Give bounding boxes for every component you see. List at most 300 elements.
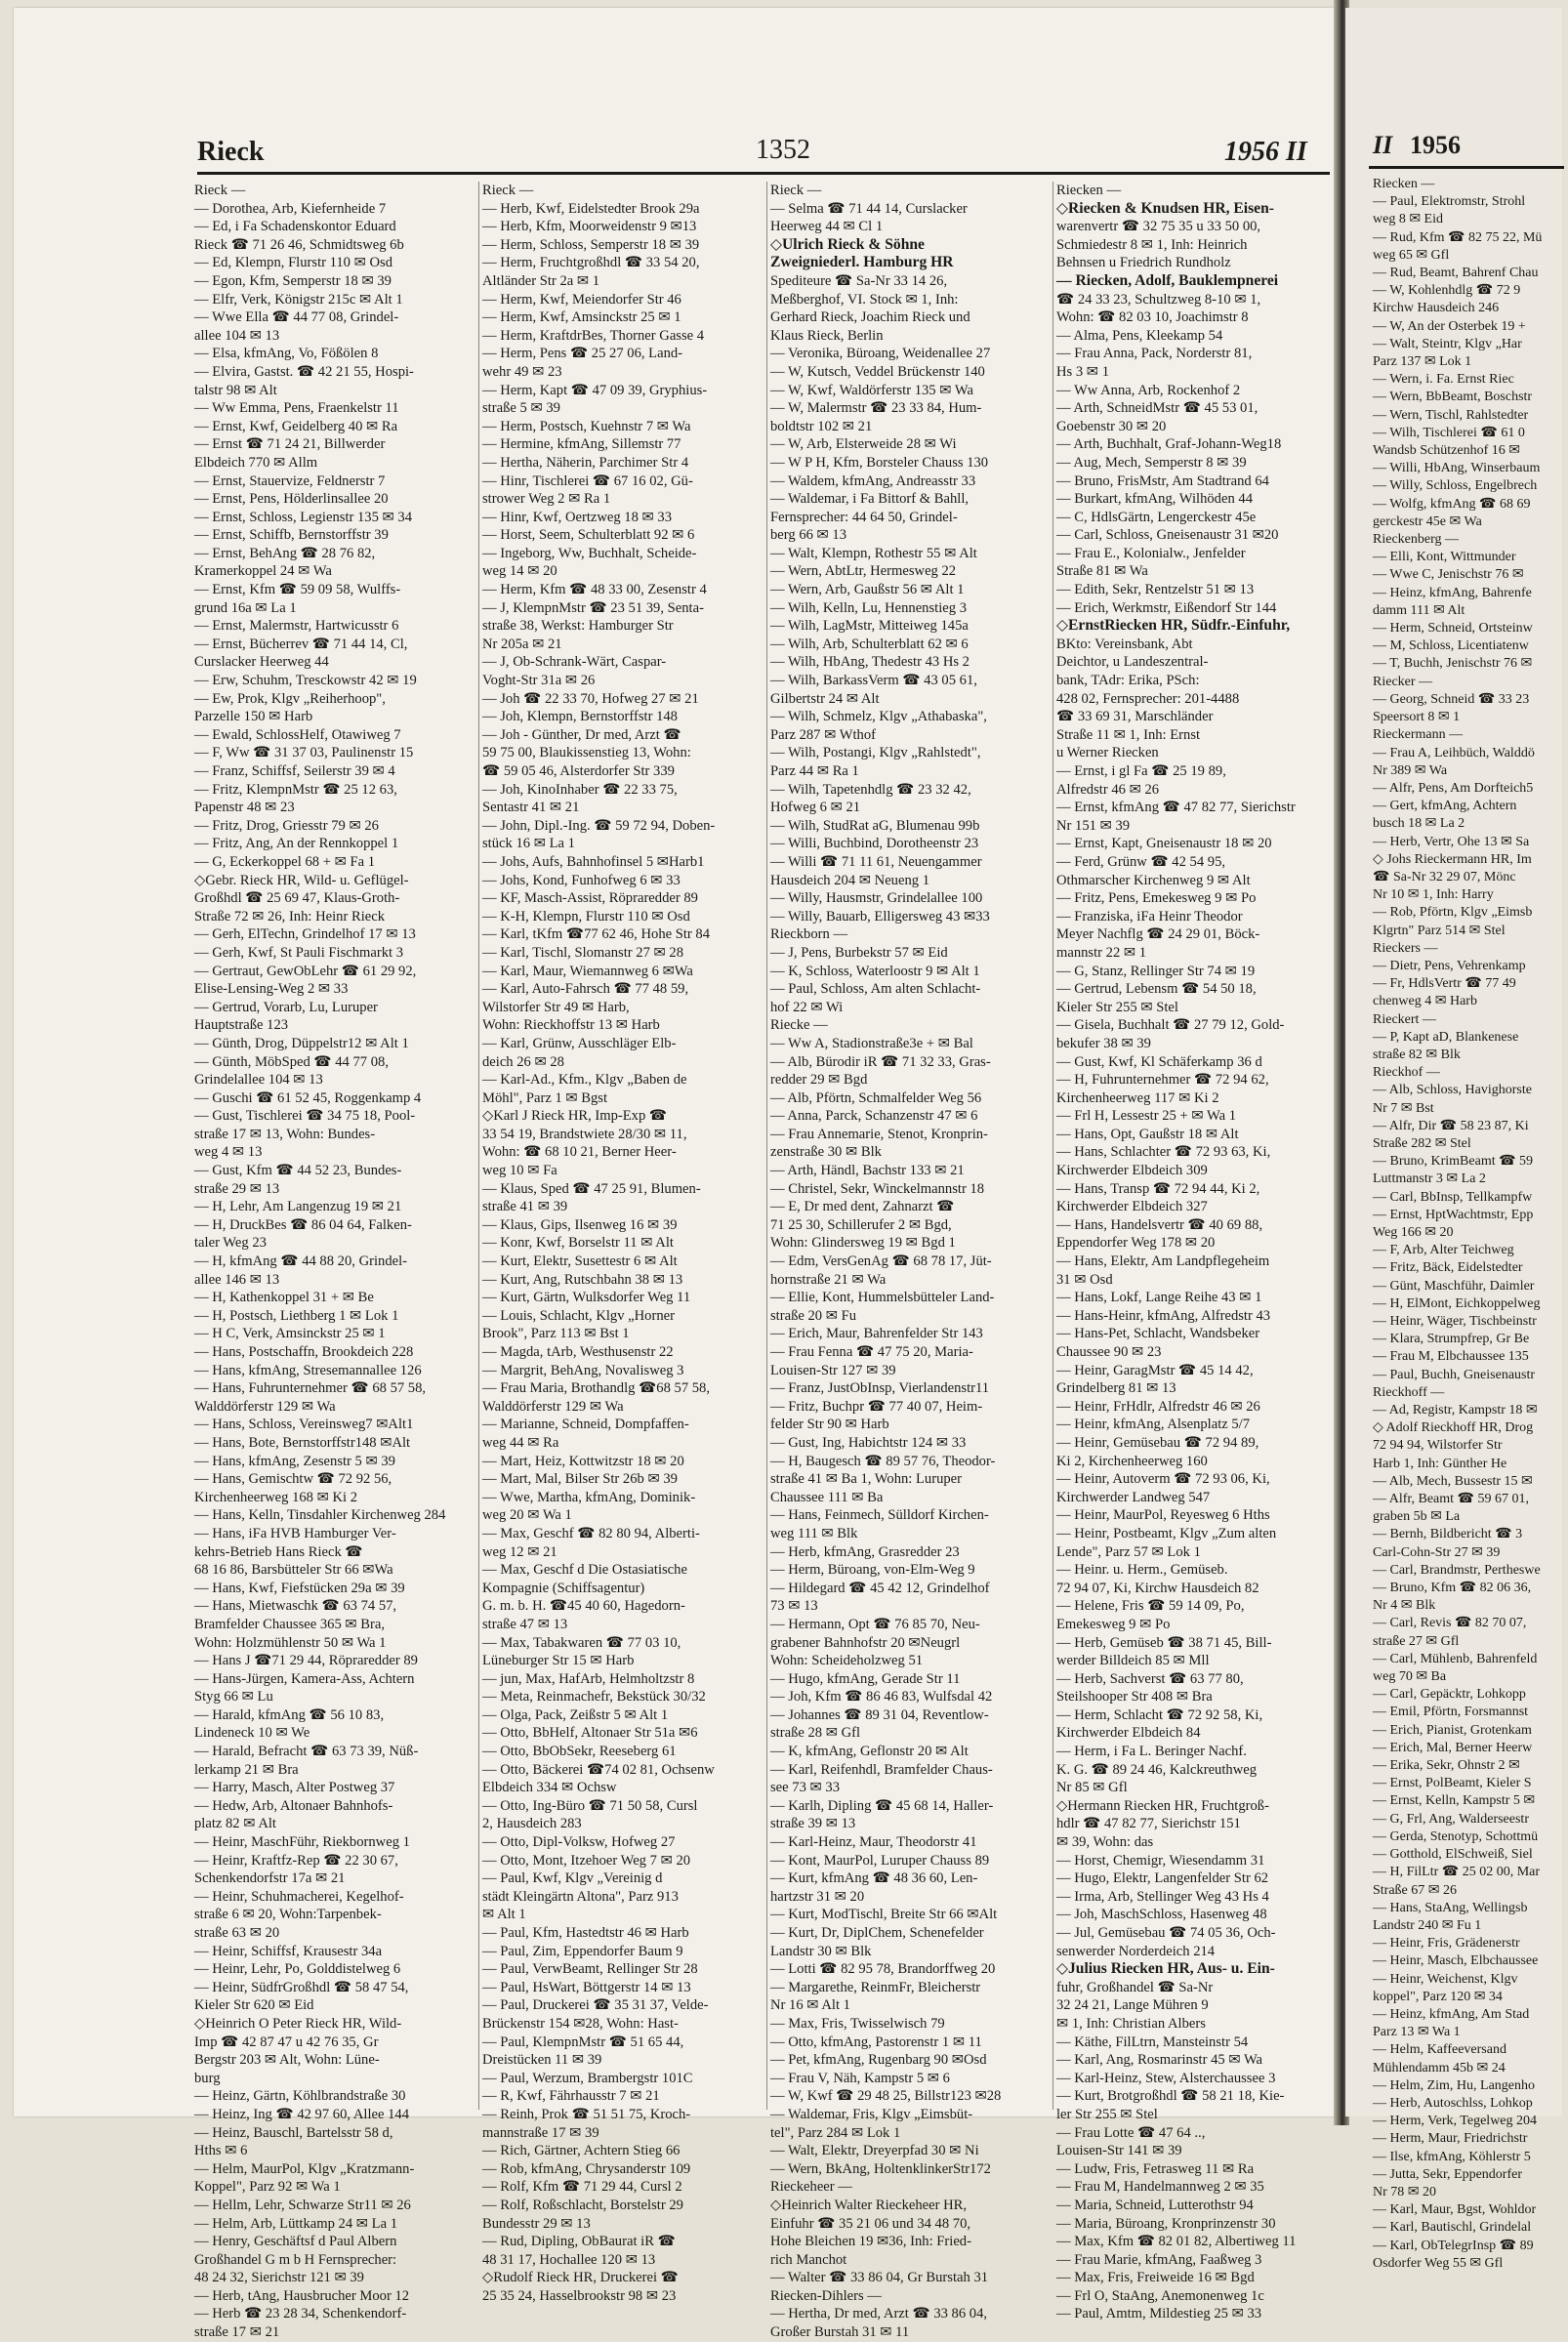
directory-entry: — Anna, Parck, Schanzenstr 47 ✉ 6: [770, 1108, 978, 1125]
directory-entry: — Franz, Schiffsf, Seilerstr 39 ✉ 4: [194, 763, 395, 779]
facing-directory-entry: — Heinz, kfmAng, Am Stad: [1373, 2006, 1530, 2022]
directory-entry: Elbdeich 334 ✉ Ochsw: [482, 1780, 617, 1796]
directory-entry: — Max, Geschf d Die Ostasiatische: [482, 1562, 687, 1579]
directory-entry: 59 75 00, Blaukissenstieg 13, Wohn:: [482, 745, 691, 761]
facing-directory-entry: Parz 13 ✉ Wa 1: [1373, 2025, 1461, 2040]
directory-entry: — Gertrud, Vorarb, Lu, Luruper: [194, 999, 378, 1015]
directory-entry: — Frau M, Handelmannweg 2 ✉ 35: [1056, 2179, 1264, 2196]
directory-entry: straße 41 ✉ 39: [482, 1199, 568, 1215]
facing-directory-entry: — Wern, BbBeamt, Boschstr: [1373, 390, 1533, 405]
facing-header-rule: [1369, 166, 1564, 169]
directory-entry: — Herb, Kwf, Eidelstedter Brook 29a: [482, 200, 700, 217]
directory-entry: — Marianne, Schneid, Dompfaffen-: [482, 1417, 689, 1433]
directory-entry: — Frl O, StaAng, Anemonenweg 1c: [1056, 2287, 1264, 2304]
directory-entry: — Elvira, Gastst. ☎ 42 21 55, Hospi-: [194, 363, 414, 380]
directory-entry: — Wilh, Postangi, Klgv „Rahlstedt",: [770, 745, 981, 761]
directory-entry: ◇ ErnstRiecken HR, Südfr.-Einfuhr,: [1056, 617, 1338, 636]
directory-entry: Goebenstr 30 ✉ 20: [1056, 418, 1167, 434]
directory-entry: — Heinr, GaragMstr ☎ 45 14 42,: [1056, 1362, 1254, 1378]
facing-directory-entry: — Ernst, Kelln, Kampstr 5 ✉: [1373, 1793, 1536, 1809]
directory-entry: Grindelberg 81 ✉ 13: [1056, 1380, 1176, 1397]
directory-entry: — Herm, KraftdrBes, Thorner Gasse 4: [482, 327, 705, 344]
directory-entry: — Guschi ☎ 61 52 45, Roggenkamp 4: [194, 1089, 422, 1106]
directory-entry: Riecke —: [770, 1017, 828, 1034]
directory-entry: — Ww A, Stadionstraße3e + ✉ Bal: [770, 1035, 973, 1051]
directory-entry: — Wwe Ella ☎ 44 77 08, Grindel-: [194, 309, 399, 326]
directory-entry: — Maria, Büroang, Kronprinzenstr 30: [1056, 2215, 1276, 2232]
directory-entry: — K, Schloss, Waterloostr 9 ✉ Alt 1: [770, 963, 980, 979]
directory-entry: — Ed, i Fa Schadenskontor Eduard: [194, 219, 396, 235]
directory-entry: — Rolf, Kfm ☎ 71 29 44, Cursl 2: [482, 2179, 682, 2196]
directory-entry: Hths ✉ 6: [194, 2143, 248, 2159]
directory-entry: weg 12 ✉ 21: [482, 1543, 557, 1560]
facing-directory-entry: — Heinz, kfmAng, Bahrenfe: [1373, 585, 1532, 600]
directory-entry: Rieck —: [194, 183, 246, 198]
directory-entry: — Ferd, Grünw ☎ 42 54 95,: [1056, 853, 1226, 870]
directory-entry: straße 29 ✉ 13: [194, 1180, 280, 1197]
directory-entry: — Arth, Buchhalt, Graf-Johann-Weg18: [1056, 436, 1282, 453]
directory-entry: Chaussee 90 ✉ 23: [1056, 1344, 1162, 1360]
directory-entry: — Wwe, Martha, kfmAng, Dominik-: [482, 1489, 696, 1505]
facing-directory-entry: — Heinr, Fris, Grädenerstr: [1373, 1936, 1520, 1952]
directory-entry: — Frl H, Lessestr 25 + ✉ Wa 1: [1056, 1108, 1236, 1125]
directory-entry: Walddörferstr 129 ✉ Wa: [482, 1398, 624, 1415]
directory-entry: — Maria, Schneid, Lutterothstr 94: [1056, 2197, 1254, 2213]
column-4: [1056, 182, 1338, 2322]
directory-entry: — Wilh, StudRat aG, Blumenau 99b: [770, 817, 980, 834]
directory-entry: K. G. ☎ 89 24 46, Kalckreuthweg: [1056, 1761, 1258, 1778]
directory-entry: warenvertr ☎ 32 75 35 u 33 50 00,: [1056, 219, 1261, 235]
directory-entry: Gerhard Rieck, Joachim Rieck und: [770, 309, 970, 326]
directory-entry: weg 4 ✉ 13: [194, 1144, 263, 1161]
directory-entry: Parz 287 ✉ Wthof: [770, 726, 877, 743]
facing-directory-entry: — Walt, Steintr, Klgv „Har: [1373, 336, 1522, 351]
directory-entry: Hausdeich 204 ✉ Neueng 1: [770, 872, 929, 888]
directory-entry: wehr 49 ✉ 23: [482, 363, 562, 380]
facing-directory-entry: straße 27 ✉ Gfl: [1373, 1633, 1460, 1649]
directory-entry: — Magda, tArb, Westhusenstr 22: [482, 1344, 674, 1360]
facing-directory-entry: — Rob, Pförtn, Klgv „Eimsb: [1373, 905, 1533, 921]
directory-entry: Großhandel G m b H Fernsprecher:: [194, 2251, 397, 2268]
facing-directory-entry: Nr 4 ✉ Blk: [1373, 1598, 1436, 1614]
directory-entry: burg: [194, 2070, 221, 2086]
directory-entry: Steilshooper Str 408 ✉ Bra: [1056, 1689, 1213, 1705]
directory-entry: Lindeneck 10 ✉ We: [194, 1725, 310, 1742]
facing-directory-entry: — Carl, Revis ☎ 82 70 07,: [1373, 1616, 1527, 1631]
directory-entry: — H, kfmAng ☎ 44 88 20, Grindel-: [194, 1253, 408, 1270]
directory-entry: — Heinr, Lehr, Po, Golddistelweg 6: [194, 1961, 401, 1978]
directory-entry: — Max, Tabakwaren ☎ 77 03 10,: [482, 1634, 681, 1651]
directory-entry: hof 22 ✉ Wi: [770, 999, 844, 1015]
directory-entry: — Rob, kfmAng, Chrysanderstr 109: [482, 2160, 691, 2177]
directory-entry: — Erich, Werkmstr, Eißendorf Str 144: [1056, 599, 1277, 616]
directory-entry: — J, Ob-Schrank-Wärt, Caspar-: [482, 654, 667, 671]
directory-entry: 25 35 24, Hasselbrookstr 98 ✉ 23: [482, 2287, 677, 2304]
facing-directory-entry: Klgrtn" Parz 514 ✉ Stel: [1373, 923, 1506, 938]
directory-entry: — Fritz, Pens, Emekesweg 9 ✉ Po: [1056, 890, 1257, 907]
directory-entry: — Gust, Kwf, Kl Schäferkamp 36 d: [1056, 1053, 1262, 1070]
directory-entry: — Hans, Transp ☎ 72 94 44, Ki 2,: [1056, 1180, 1260, 1197]
directory-entry: — Ingeborg, Ww, Buchhalt, Scheide-: [482, 545, 697, 561]
directory-entry: — Hans, Elektr, Am Landpflegeheim: [1056, 1253, 1270, 1270]
directory-entry: — Karlh, Dipling ☎ 45 68 14, Haller-: [770, 1797, 994, 1814]
directory-entry: — Ernst, BehAng ☎ 28 76 82,: [194, 545, 376, 561]
directory-entry: straße 38, Werkst: Hamburger Str: [482, 618, 674, 635]
directory-entry: kehrs-Betrieb Hans Rieck ☎: [194, 1543, 363, 1560]
directory-entry: — Ernst, Schloss, Legienstr 135 ✉ 34: [194, 509, 413, 525]
directory-entry: — Hans, Schloss, Vereinsweg7 ✉Alt1: [194, 1417, 414, 1433]
facing-directory-entry: — F, Arb, Alter Teichweg: [1373, 1243, 1514, 1258]
directory-entry: bekufer 38 ✉ 39: [1056, 1035, 1151, 1051]
directory-entry: — Paul, KlempnMstr ☎ 51 65 44,: [482, 2034, 684, 2050]
directory-entry: — Edm, VersGenAg ☎ 68 78 17, Jüt-: [770, 1253, 992, 1270]
directory-entry: — Alma, Pens, Kleekamp 54: [1056, 327, 1223, 344]
directory-entry: — Karl, Maur, Wiemannweg 6 ✉Wa: [482, 963, 693, 979]
directory-entry: — Kurt, Brotgroßhdl ☎ 58 21 18, Kie-: [1056, 2088, 1285, 2105]
directory-entry: — Otto, Dipl-Volksw, Hofweg 27: [482, 1834, 676, 1851]
facing-directory-entry: — Gerda, Stenotyp, Schottmü: [1373, 1828, 1539, 1844]
directory-entry: Rieck ☎ 71 26 46, Schmidtsweg 6b: [194, 236, 404, 253]
directory-entry: — Hermann, Opt ☎ 76 85 70, Neu-: [770, 1616, 980, 1632]
directory-entry: — Franz, JustObInsp, Vierlandenstr11: [770, 1380, 990, 1397]
facing-directory-entry: — Gotthold, ElSchweiß, Siel: [1373, 1847, 1533, 1863]
facing-directory-entry: Landstr 240 ✉ Fu 1: [1373, 1917, 1482, 1933]
directory-entry: — Waldem, kfmAng, Andreasstr 33: [770, 473, 976, 489]
directory-entry: — Egon, Kfm, Semperstr 18 ✉ 39: [194, 272, 392, 289]
directory-entry: — Kurt, Dr, DiplChem, Schenefelder: [770, 1925, 984, 1941]
directory-entry: — Karl, Auto-Fahrsch ☎ 77 48 59,: [482, 981, 689, 998]
directory-entry: straße 6 ✉ 20, Wohn:Tarpenbek-: [194, 1907, 382, 1923]
facing-directory-entry: — Wolfg, kfmAng ☎ 68 69: [1373, 496, 1531, 512]
facing-directory-entry: — Paul, Buchh, Gneisenaustr: [1373, 1367, 1536, 1382]
directory-entry: — Frau V, Näh, Kampstr 5 ✉ 6: [770, 2070, 950, 2086]
directory-entry: — Herb, Gemüseb ☎ 38 71 45, Bill-: [1056, 1634, 1272, 1651]
directory-entry: — Ww Emma, Pens, Fraenkelstr 11: [194, 400, 399, 417]
page-header-name: Rieck: [197, 137, 265, 167]
directory-entry: Hofweg 6 ✉ 21: [770, 800, 861, 816]
directory-entry: — Elfr, Verk, Königstr 215c ✉ Alt 1: [194, 291, 403, 308]
facing-directory-entry: — Alfr, Dir ☎ 58 23 87, Ki: [1373, 1118, 1529, 1133]
directory-entry: senwerder Norderdeich 214: [1056, 1943, 1216, 1959]
directory-entry: — Harald, kfmAng ☎ 56 10 83,: [194, 1706, 385, 1723]
directory-entry: taler Weg 23: [194, 1235, 267, 1252]
directory-entry: Meßberghof, VI. Stock ✉ 1, Inh:: [770, 291, 959, 308]
directory-entry: — Gerh, Kwf, St Pauli Fischmarkt 3: [194, 944, 404, 961]
directory-entry: — Herb, kfmAng, Grasredder 23: [770, 1543, 960, 1560]
facing-directory-entry: — Ernst, PolBeamt, Kieler S: [1373, 1776, 1532, 1791]
facing-directory-entry: Rieckenberg —: [1373, 532, 1459, 548]
directory-entry: see 73 ✉ 33: [770, 1780, 840, 1796]
directory-entry: — W, Malermstr ☎ 23 33 84, Hum-: [770, 400, 982, 417]
directory-entry: — Fritz, Drog, Griesstr 79 ✉ 26: [194, 817, 379, 834]
directory-entry: — Kurt, Gärtn, Wulksdorfer Weg 11: [482, 1290, 691, 1306]
directory-entry: — Heinz, Bauschl, Bartelsstr 58 d,: [194, 2124, 393, 2141]
directory-entry: — Heinr, Autoverm ☎ 72 93 06, Ki,: [1056, 1471, 1270, 1488]
directory-entry: — Karl-Heinz, Maur, Theodorstr 41: [770, 1834, 977, 1851]
directory-entry: — Paul, Amtm, Mildestieg 25 ✉ 33: [1056, 2306, 1262, 2322]
directory-entry: — Karl, tKfm ☎77 62 46, Hohe Str 84: [482, 926, 711, 943]
directory-entry: Brook", Parz 113 ✉ Bst 1: [482, 1326, 630, 1342]
facing-directory-entry: — Heinr, Weichenst, Klgv: [1373, 1971, 1518, 1987]
directory-entry: Straße 81 ✉ Wa: [1056, 563, 1148, 580]
directory-entry: — Willy, Hausmstr, Grindelallee 100: [770, 890, 983, 907]
facing-directory-entry: ◇ Adolf Rieckhoff HR, Drog: [1373, 1420, 1534, 1436]
directory-entry: — Günth, MöbSped ☎ 44 77 08,: [194, 1053, 389, 1070]
directory-entry: — Wilh, Kelln, Lu, Hennenstieg 3: [770, 599, 967, 616]
directory-entry: Deichtor, u Landeszentral-: [1056, 654, 1209, 671]
directory-entry: — Hans, Lokf, Lange Reihe 43 ✉ 1: [1056, 1290, 1262, 1306]
facing-directory-entry: — Hans, StaAng, Wellingsb: [1373, 1900, 1528, 1915]
facing-directory-entry: — Elli, Kont, Wittmunder: [1373, 550, 1516, 565]
directory-entry: Schenkendorfstr 17a ✉ 21: [194, 1870, 346, 1887]
directory-entry: — Helm, Arb, Lüttkamp 24 ✉ La 1: [194, 2215, 397, 2232]
directory-entry: — Hans, Handelsvertr ☎ 40 69 88,: [1056, 1216, 1263, 1233]
directory-entry: — Mart, Mal, Bilser Str 26b ✉ 39: [482, 1471, 678, 1488]
directory-entry: — G, Stanz, Rellinger Str 74 ✉ 19: [1056, 963, 1256, 979]
directory-entry: — Veronika, Büroang, Weidenallee 27: [770, 346, 991, 362]
directory-entry: Kieler Str 255 ✉ Stel: [1056, 999, 1178, 1015]
facing-directory-entry: — Herm, Schneid, Ortsteinw: [1373, 621, 1533, 637]
directory-entry: u Werner Riecken: [1056, 745, 1159, 761]
directory-entry: — Ww Anna, Arb, Rockenhof 2: [1056, 382, 1241, 398]
directory-entry: boldtstr 102 ✉ 21: [770, 418, 873, 434]
directory-entry: stück 16 ✉ La 1: [482, 836, 575, 852]
directory-entry: Hohe Bleichen 19 ✉36, Inh: Fried-: [770, 2234, 971, 2250]
directory-entry: — Hans-Pet, Schlacht, Wandsbeker: [1056, 1326, 1260, 1342]
directory-entry: Gilbertstr 24 ✉ Alt: [770, 690, 880, 707]
directory-entry: — Gertraut, GewObLehr ☎ 61 29 92,: [194, 963, 417, 979]
directory-entry: — Otto, kfmAng, Pastorenstr 1 ✉ 11: [770, 2034, 982, 2050]
facing-directory-entry: Rieckhoff —: [1373, 1384, 1445, 1400]
directory-entry: strower Weg 2 ✉ Ra 1: [482, 491, 611, 508]
directory-entry: — Heinr, MaurPol, Reyesweg 6 Hths: [1056, 1507, 1270, 1524]
directory-entry: Papenstr 48 ✉ 23: [194, 800, 295, 816]
directory-page: [14, 8, 1338, 2341]
directory-entry: — Ernst, Stauervize, Feldnerstr 7: [194, 473, 386, 489]
facing-directory-entry: — Herm, Verk, Tegelweg 204: [1373, 2114, 1538, 2129]
directory-entry: — Arth, Händl, Bachstr 133 ✉ 21: [770, 1163, 965, 1179]
directory-entry: weg 111 ✉ Blk: [770, 1525, 858, 1541]
directory-entry: Kieler Str 620 ✉ Eid: [194, 1997, 314, 2014]
directory-entry: — Margarethe, ReinmFr, Bleicherstr: [770, 1979, 981, 1995]
directory-entry: — Carl, Schloss, Gneisenaustr 31 ✉20: [1056, 527, 1279, 544]
directory-entry: — Franziska, iFa Heinr Theodor: [1056, 908, 1243, 924]
facing-directory-entry: — Wilh, Tischlerei ☎ 61 0: [1373, 425, 1525, 440]
directory-entry: — Helene, Fris ☎ 59 14 09, Po,: [1056, 1598, 1245, 1615]
facing-directory-entry: — Georg, Schneid ☎ 33 23: [1373, 691, 1530, 707]
directory-entry: — Heinr, MaschFühr, Riekbornweg 1: [194, 1834, 410, 1851]
directory-entry: — Jul, Gemüsebau ☎ 74 05 36, Och-: [1056, 1925, 1276, 1941]
directory-entry: fuhr, Großhandel ☎ Sa-Nr: [1056, 1979, 1214, 1995]
directory-entry: — jun, Max, HafArb, Helmholtzstr 8: [482, 1670, 695, 1687]
facing-directory-entry: — Fr, HdlsVertr ☎ 77 49: [1373, 976, 1516, 992]
directory-entry: Großhdl ☎ 25 69 47, Klaus-Groth-: [194, 890, 400, 907]
directory-entry: Emekesweg 9 ✉ Po: [1056, 1616, 1171, 1632]
directory-entry: — Herm, Kfm ☎ 48 33 00, Zesenstr 4: [482, 582, 707, 598]
directory-entry: — Waldemar, Fris, Klgv „Eimsbüt-: [770, 2106, 973, 2122]
directory-entry: — Herm, Kwf, Amsinckstr 25 ✉ 1: [482, 309, 681, 326]
column-2: [482, 182, 763, 2304]
facing-directory-entry: — Herb, Autoschlss, Lohkop: [1373, 2095, 1533, 2111]
directory-entry: ☎ 33 69 31, Marschländer: [1056, 709, 1214, 725]
directory-entry: — Hans-Jürgen, Kamera-Ass, Achtern: [194, 1670, 415, 1687]
directory-entry: — Otto, BbHelf, Altonaer Str 51a ✉6: [482, 1725, 698, 1742]
directory-entry: — Otto, Mont, Itzehoer Weg 7 ✉ 20: [482, 1852, 691, 1869]
facing-directory-entry: — T, Buchh, Jenischstr 76 ✉: [1373, 656, 1533, 672]
directory-entry: Nr 85 ✉ Gfl: [1056, 1780, 1128, 1796]
directory-entry: — Heinr, Schuhmacherei, Kegelhof-: [194, 1888, 404, 1905]
directory-entry: felder Str 90 ✉ Harb: [770, 1417, 889, 1433]
directory-entry: Behnsen u Friedrich Rundholz: [1056, 255, 1231, 271]
directory-entry: — Hertha, Dr med, Arzt ☎ 33 86 04,: [770, 2306, 988, 2322]
directory-entry: — Rich, Gärtner, Achtern Stieg 66: [482, 2143, 681, 2159]
directory-entry: 73 ✉ 13: [770, 1598, 818, 1615]
column-divider: [1052, 182, 1053, 2110]
directory-entry: — Hellm, Lehr, Schwarze Str11 ✉ 26: [194, 2197, 411, 2213]
directory-entry: Riecken —: [1056, 183, 1122, 198]
directory-entry: — Hermine, kfmAng, Sillemstr 77: [482, 436, 681, 453]
directory-entry: — Waldemar, i Fa Bittorf & Bahll,: [770, 491, 970, 508]
directory-entry: ✉ 39, Wohn: das: [1056, 1834, 1154, 1851]
directory-entry: weg 10 ✉ Fa: [482, 1163, 557, 1179]
directory-entry: — Heinz, Gärtn, Köhlbrandstraße 30: [194, 2088, 406, 2105]
directory-entry: — Otto, Bäckerei ☎74 02 81, Ochsenw: [482, 1761, 715, 1778]
directory-entry: deich 26 ✉ 28: [482, 1053, 564, 1070]
directory-entry: Imp ☎ 42 87 47 u 42 76 35, Gr: [194, 2034, 379, 2050]
facing-directory-entry: — Carl, Brandmstr, Pertheswe: [1373, 1562, 1541, 1578]
directory-entry: — Dorothea, Arb, Kiefernheide 7: [194, 200, 387, 217]
directory-entry: — Max, Geschf ☎ 82 80 94, Alberti-: [482, 1525, 700, 1541]
directory-entry: — Hans J ☎71 29 44, Röpraredder 89: [194, 1653, 418, 1669]
directory-entry: Einfuhr ☎ 35 21 06 und 34 48 70,: [770, 2215, 971, 2232]
directory-entry: straße 5 ✉ 39: [482, 400, 560, 417]
facing-directory-entry: Riecker —: [1373, 674, 1433, 689]
directory-entry: — H, Postsch, Liethberg 1 ✉ Lok 1: [194, 1307, 399, 1324]
directory-entry: Lüneburger Str 15 ✉ Harb: [482, 1653, 635, 1669]
directory-entry: — Harald, Befracht ☎ 63 73 39, Nüß-: [194, 1744, 419, 1760]
directory-entry: ◇ Gebr. Rieck HR, Wild- u. Geflügel-: [194, 872, 475, 890]
directory-entry: — Rolf, Roßschlacht, Borstelstr 29: [482, 2197, 683, 2213]
facing-directory-entry: gerckestr 45e ✉ Wa: [1373, 514, 1482, 529]
directory-entry: Wohn: Rieckhoffstr 13 ✉ Harb: [482, 1017, 660, 1034]
directory-entry: — Ernst, Pens, Hölderlinsallee 20: [194, 491, 389, 508]
directory-entry: — Willi ☎ 71 11 61, Neuengammer: [770, 853, 982, 870]
directory-entry: — Frau Maria, Brothandlg ☎68 57 58,: [482, 1380, 711, 1397]
directory-entry: — Ludw, Fris, Fetrasweg 11 ✉ Ra: [1056, 2160, 1255, 2177]
directory-entry: — Aug, Mech, Semperstr 8 ✉ 39: [1056, 454, 1247, 471]
directory-entry: Louisen-Str 141 ✉ 39: [1056, 2143, 1182, 2159]
directory-entry: — Karl, Reifenhdl, Bramfelder Chaus-: [770, 1761, 993, 1778]
facing-directory-entry: — Heinr, Wäger, Tischbeinstr: [1373, 1314, 1537, 1329]
directory-entry: — Meta, Reinmachefr, Bekstück 30/32: [482, 1689, 706, 1705]
directory-entry: Bundesstr 29 ✉ 13: [482, 2215, 591, 2232]
facing-directory-entry: — Carl, Gepäcktr, Lohkopp: [1373, 1687, 1526, 1703]
directory-entry: — Arth, SchneidMstr ☎ 45 53 01,: [1056, 400, 1259, 417]
page-number: 1352: [756, 135, 810, 165]
directory-entry: — Kurt, Ang, Rutschbahn 38 ✉ 13: [482, 1271, 683, 1288]
facing-directory-entry: — Alfr, Pens, Am Dorfteich5: [1373, 780, 1534, 796]
directory-entry: straße 47 ✉ 13: [482, 1616, 568, 1632]
directory-entry: — C, HdlsGärtn, Lengerckestr 45e: [1056, 509, 1257, 525]
facing-directory-entry: — Erika, Sekr, Ohnstr 2 ✉: [1373, 1758, 1520, 1774]
directory-entry: 72 94 07, Ki, Kirchw Hausdeich 82: [1056, 1580, 1259, 1596]
directory-entry: 428 02, Fernsprecher: 201-4488: [1056, 690, 1240, 707]
directory-entry: Hauptstraße 123: [194, 1017, 289, 1034]
directory-entry: Rieck —: [770, 183, 822, 198]
directory-entry: — J, KlempnMstr ☎ 23 51 39, Senta-: [482, 599, 704, 616]
facing-directory-entry: Wandsb Schützenhof 16 ✉: [1373, 443, 1520, 459]
directory-entry: werder Billdeich 85 ✉ Mll: [1056, 1653, 1210, 1669]
directory-entry: — Gerh, ElTechn, Grindelhof 17 ✉ 13: [194, 926, 416, 943]
facing-directory-entry: — Rud, Kfm ☎ 82 75 22, Mü: [1373, 229, 1543, 245]
directory-entry: — Joh, KinoInhaber ☎ 22 33 75,: [482, 781, 678, 798]
directory-entry: — Klaus, Sped ☎ 47 25 91, Blumen-: [482, 1180, 701, 1197]
facing-directory-entry: — Wwe C, Jenischstr 76 ✉: [1373, 567, 1524, 583]
directory-entry: Hs 3 ✉ 1: [1056, 363, 1109, 380]
directory-entry: straße 28 ✉ Gfl: [770, 1725, 861, 1742]
directory-entry: Bergstr 203 ✉ Alt, Wohn: Lüne-: [194, 2052, 380, 2069]
directory-entry: Sentastr 41 ✉ 21: [482, 800, 580, 816]
directory-entry: — G, Eckerkoppel 68 + ✉ Fa 1: [194, 853, 376, 870]
directory-entry: — Herb, tAng, Hausbrucher Moor 12: [194, 2287, 410, 2304]
directory-entry: — Ernst, Kfm ☎ 59 09 58, Wulffs-: [194, 582, 401, 598]
facing-directory-entry: koppel", Parz 120 ✉ 34: [1373, 1989, 1503, 2004]
directory-entry: Kirchenheerweg 117 ✉ Ki 2: [1056, 1089, 1219, 1106]
directory-entry: — Hans, Schlachter ☎ 72 93 63, Ki,: [1056, 1144, 1271, 1161]
directory-entry: — Hans, Mietwaschk ☎ 63 74 57,: [194, 1598, 397, 1615]
directory-entry: — Fritz, KlempnMstr ☎ 25 12 63,: [194, 781, 397, 798]
facing-directory-entry: — Klara, Strumpfrep, Gr Be: [1373, 1332, 1530, 1347]
directory-entry: — Paul, Werzum, Brambergstr 101C: [482, 2070, 693, 2086]
directory-entry: — Walt, Elektr, Dreyerpfad 30 ✉ Ni: [770, 2143, 979, 2159]
facing-directory-entry: — Bernh, Bildbericht ☎ 3: [1373, 1527, 1523, 1542]
directory-entry: — Ernst ☎ 71 24 21, Billwerder: [194, 436, 386, 453]
directory-entry: ☎ 24 33 23, Schultzweg 8-10 ✉ 1,: [1056, 291, 1261, 308]
directory-entry: — Christel, Sekr, Winckelmannstr 18: [770, 1180, 985, 1197]
facing-directory-entry: — Bruno, KrimBeamt ☎ 59: [1373, 1154, 1534, 1170]
facing-directory-entry: Nr 10 ✉ 1, Inh: Harry: [1373, 887, 1494, 903]
directory-entry: — W, Kwf ☎ 29 48 25, Billstr123 ✉28: [770, 2088, 1002, 2105]
directory-entry: Straße 11 ✉ 1, Inh: Ernst: [1056, 726, 1201, 743]
facing-directory-entry: — Wern, i. Fa. Ernst Riec: [1373, 372, 1514, 388]
directory-entry: — Gust, Tischlerei ☎ 34 75 18, Pool-: [194, 1108, 416, 1125]
facing-directory-entry: Weg 166 ✉ 20: [1373, 1224, 1454, 1240]
directory-entry: — K-H, Klempn, Flurstr 110 ✉ Osd: [482, 908, 690, 924]
directory-entry: — Herm, Kwf, Meiendorfer Str 46: [482, 291, 681, 308]
directory-entry: — E, Dr med dent, Zahnarzt ☎: [770, 1199, 955, 1215]
facing-directory-entry: — Helm, Zim, Hu, Langenho: [1373, 2077, 1536, 2093]
directory-entry: ◇ Heinrich Walter Rieckeheer HR,: [770, 2197, 1052, 2215]
facing-directory-entry: — G, Frl, Ang, Walderseestr: [1373, 1811, 1529, 1827]
directory-entry: — Ernst, i gl Fa ☎ 25 19 89,: [1056, 763, 1226, 779]
directory-entry: — Heinz, Ing ☎ 42 97 60, Allee 144: [194, 2106, 410, 2122]
directory-entry: — Herm, Schloss, Semperstr 18 ✉ 39: [482, 236, 700, 253]
directory-entry: — Heinr, SüdfrGroßhdl ☎ 58 47 54,: [194, 1979, 409, 1995]
directory-entry: platz 82 ✉ Alt: [194, 1816, 276, 1832]
directory-entry: — Joh, Kfm ☎ 86 46 83, Wulfsdal 42: [770, 1689, 993, 1705]
directory-entry: weg 14 ✉ 20: [482, 563, 557, 580]
directory-entry: — W, Kwf, Waldörferstr 135 ✉ Wa: [770, 382, 973, 398]
directory-entry: — Hans, kfmAng, Zesenstr 5 ✉ 39: [194, 1453, 395, 1469]
directory-entry: — H C, Verk, Amsinckstr 25 ✉ 1: [194, 1326, 386, 1342]
directory-entry: — Herm, Fruchtgroßhdl ☎ 33 54 20,: [482, 255, 700, 271]
directory-entry: — Hans, Opt, Gaußstr 18 ✉ Alt: [1056, 1126, 1239, 1142]
directory-entry: — Walter ☎ 33 86 04, Gr Burstah 31: [770, 2270, 989, 2286]
directory-entry: — H, Fuhrunternehmer ☎ 72 94 62,: [1056, 1072, 1269, 1089]
directory-entry: — Rud, Dipling, ObBaurat iR ☎: [482, 2234, 676, 2250]
directory-entry: 48 24 32, Sierichstr 121 ✉ 39: [194, 2270, 364, 2286]
directory-entry: — Ernst, Schiffb, Bernstorffstr 39: [194, 527, 389, 544]
